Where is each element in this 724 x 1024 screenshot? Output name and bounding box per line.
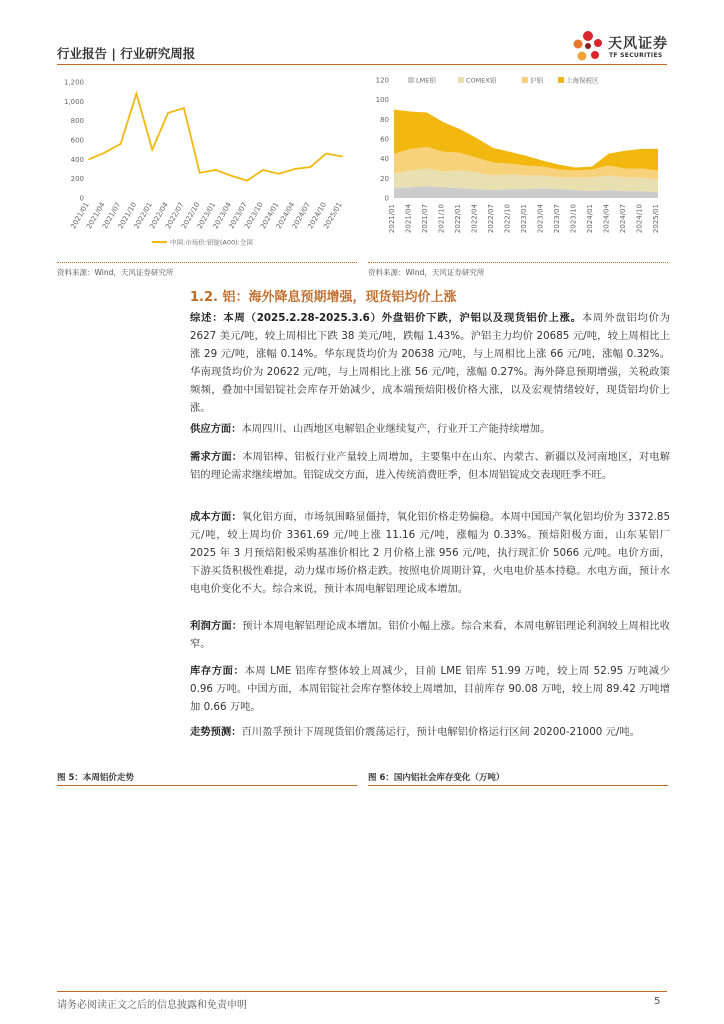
legend-swatch: [558, 77, 564, 83]
trend-label: 走势预测：: [190, 726, 242, 738]
profit-text: 预计本周电解铝理论成本增加。铝价小幅上涨。综合来看，本周电解铝理论利润较上周相比收窄。: [190, 620, 671, 650]
legend-swatch: [458, 77, 464, 83]
x-tick-label: 2022/04: [470, 204, 479, 234]
summary-paragraph: [190, 310, 670, 417]
cost-paragraph: [190, 509, 670, 599]
logo-english-name: TF SECURITIES: [609, 52, 663, 59]
y-tick-label: 600: [70, 136, 84, 145]
company-logo: [570, 30, 680, 64]
legend-label: LME铝: [416, 76, 436, 85]
x-tick-label: 2024/04: [274, 201, 297, 231]
y-tick-label: 1,000: [63, 97, 84, 106]
trend-paragraph: [190, 724, 670, 742]
profit-paragraph: [190, 618, 670, 654]
series-line-aluminum-price: [89, 94, 342, 181]
legend-label: 沪铝: [530, 76, 543, 85]
inventory-label: 库存方面：: [190, 665, 245, 677]
data-point: [104, 152, 106, 154]
page-number: 5: [654, 996, 661, 1007]
x-tick-label: 2021/07: [421, 204, 429, 234]
data-point: [183, 107, 185, 109]
aluminum-price-chart: [57, 70, 357, 260]
x-tick-label: 2022/01: [132, 201, 154, 231]
x-tick-label: 2023/10: [243, 201, 265, 231]
demand-paragraph: [190, 449, 670, 485]
y-tick-label: 400: [70, 155, 84, 164]
summary-text: 本周外盘铝均价为 2627 美元/吨，较上周相比下跌 38 美元/吨，跌幅 1.43%。沪铝主力均价 20685 元/吨，较上周相比上涨 29 元/吨，涨幅 0.14%。华东现货均价为 20638 元/吨，与上周相比上涨 66 元/吨，涨幅 0.32%。华南现货均价为 20622 元/吨，与上周相比上涨 56 元/吨，涨幅 0.27%。海外降息预期增强，关税政策频频，叠加中国铝锭社会库存开始减少，成本端预焙阳极价格大涨，以及宏观情绪较好，现货铝均价上涨。: [190, 312, 671, 414]
tf-flower-icon: [570, 30, 606, 64]
x-tick-label: 2023/07: [553, 204, 561, 234]
section-title: 1.2. 铝：海外降息预期增强，现货铝均价上涨: [190, 290, 457, 305]
legend-label: COMEX铝: [466, 76, 497, 85]
x-tick-label: 2022/01: [454, 204, 462, 234]
y-tick-label: 0: [79, 194, 84, 203]
figure-6-caption: 图 6：国内铝社会库存变化（万吨）: [368, 773, 505, 783]
supply-paragraph: [190, 421, 670, 439]
y-tick-label: 40: [380, 155, 389, 164]
x-tick-label: 2024/04: [602, 204, 611, 234]
x-tick-label: 2022/04: [148, 201, 170, 231]
data-point: [278, 173, 280, 175]
legend-label: 中国:市场价:铝锭(A00):全国: [170, 238, 253, 247]
x-tick-label: 2023/04: [536, 204, 545, 234]
x-tick-label: 2024/01: [586, 204, 594, 234]
x-tick-label: 2022/07: [164, 201, 186, 231]
x-tick-label: 2022/10: [179, 201, 202, 231]
demand-text: 本周铝棒、铝板行业产量较上周增加，主要集中在山东、内蒙古、新疆以及河南地区，对电解铝的理论需求继续增加。铝锭成交方面，进入传统消费旺季，但本周铝锭成交表现旺季不旺。: [190, 451, 671, 481]
x-tick-label: 2022/07: [487, 204, 495, 234]
y-tick-label: 200: [70, 175, 84, 184]
legend-label: 上海保税区: [566, 76, 599, 85]
figure-6-underline: [368, 785, 668, 786]
legend-swatch: [408, 77, 414, 83]
x-tick-label: 2024/10: [306, 201, 328, 231]
source-divider-left: [57, 262, 357, 263]
x-tick-label: 2024/10: [635, 204, 644, 234]
header-divider: [57, 64, 667, 65]
x-tick-label: 2021/01: [388, 204, 396, 234]
y-tick-label: 100: [375, 96, 389, 105]
source-note-left: 资料来源：Wind，天风证券研究所: [57, 268, 174, 277]
y-tick-label: 0: [384, 194, 389, 203]
legend-swatch: [522, 77, 528, 83]
inventory-paragraph: [190, 663, 670, 717]
inventory-text: 本周 LME 铝库存整体较上周减少，目前 LME 铝库 51.99 万吨，较上周 52.95 万吨减少 0.96 万吨。中国方面，本周铝锭社会库存整体较上周增加，目前库存 90.08 万吨，较上周 89.42 万吨增加 0.66 万吨。: [190, 665, 670, 713]
data-point: [151, 149, 153, 151]
x-tick-label: 2023/04: [211, 201, 234, 231]
x-tick-label: 2023/07: [227, 201, 249, 231]
data-point: [88, 159, 90, 161]
cost-text: 氧化铝方面，市场氛围略显僵持，氧化铝价格走势偏稳。本周中国国产氧化铝均价为 3372.85 元/吨，较上周均价 3361.69 元/吨上涨 11.16 元/吨，涨幅为 0.33%。预焙阳极方面，山东某铝厂 2025 年 3 月预焙阳极采购基准价相比 2 月价格上涨 956 元/吨，执行现汇价 5066 元/吨。电价方面，下游买货积极性难提，动力煤市场价格走跌。按照电价周期计算，火电电价基本持稳。水电方面，预计水电电价变化不大。综合来说，预计本周电解铝理论成本增加。: [190, 511, 671, 595]
data-point: [199, 172, 201, 174]
supply-label: 供应方面：: [190, 423, 242, 435]
x-tick-label: 2025/01: [322, 201, 344, 231]
data-point: [120, 143, 122, 145]
x-tick-label: 2023/01: [195, 201, 218, 231]
y-tick-label: 120: [375, 76, 389, 85]
data-point: [294, 168, 296, 170]
data-point: [325, 153, 327, 155]
footer-divider: [57, 991, 667, 992]
x-tick-label: 2021/01: [69, 201, 91, 231]
source-note-right: 资料来源：Wind，天风证券研究所: [368, 268, 485, 277]
data-point: [167, 112, 169, 114]
x-tick-label: 2021/10: [437, 204, 446, 234]
data-point: [310, 166, 312, 168]
x-tick-label: 2024/01: [259, 201, 281, 231]
x-tick-label: 2022/10: [503, 204, 512, 234]
x-tick-label: 2021/04: [404, 204, 413, 234]
profit-label: 利润方面：: [190, 620, 243, 632]
x-tick-label: 2023/01: [520, 204, 528, 234]
trend-text: 百川盈孚预计下周现货铝价震荡运行，预计电解铝价格运行区间 20200-21000 元/吨。: [241, 726, 640, 738]
x-tick-label: 2021/04: [85, 201, 107, 231]
x-tick-label: 2021/07: [100, 201, 123, 231]
report-type-header: 行业报告 | 行业研究周报: [57, 46, 196, 61]
y-tick-label: 80: [380, 115, 389, 124]
x-tick-label: 2021/10: [116, 201, 139, 231]
cost-label: 成本方面：: [190, 511, 242, 523]
y-tick-label: 20: [380, 174, 389, 183]
data-point: [136, 93, 138, 95]
figure-5-underline: [57, 785, 357, 786]
source-divider-right: [368, 262, 668, 263]
y-tick-label: 800: [70, 117, 84, 126]
y-tick-label: 1,200: [63, 78, 84, 87]
y-tick-label: 60: [380, 135, 389, 144]
data-point: [246, 180, 248, 182]
aluminum-inventory-chart: [368, 70, 668, 260]
x-tick-label: 2024/07: [619, 204, 627, 234]
x-tick-label: 2025/01: [652, 204, 660, 234]
summary-headline: 本周（2025.2.28-2025.3.6）外盘铝价下跌，沪铝以及现货铝价上涨。: [223, 312, 582, 324]
footer-disclaimer: 请务必阅读正文之后的信息披露和免责申明: [57, 1000, 247, 1011]
supply-text: 本周四川、山西地区电解铝企业继续复产，行业开工产能持续增加。: [241, 423, 551, 435]
summary-label: 综述：: [190, 312, 224, 324]
x-tick-label: 2024/07: [290, 201, 313, 231]
data-point: [231, 175, 233, 177]
logo-chinese-name: 天风证券: [608, 36, 668, 52]
data-point: [341, 156, 343, 158]
demand-label: 需求方面：: [190, 451, 243, 463]
x-tick-label: 2023/10: [569, 204, 578, 234]
data-point: [262, 169, 264, 171]
figure-5-caption: 图 5：本周铝价走势: [57, 773, 134, 783]
data-point: [215, 169, 217, 171]
